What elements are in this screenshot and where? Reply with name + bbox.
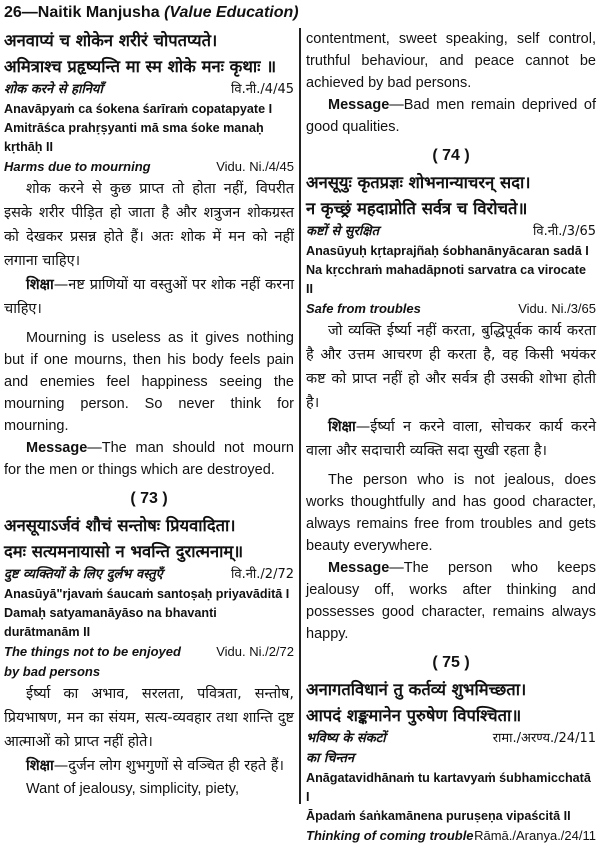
verse-number: ( 75 ) (432, 654, 470, 671)
reference-hindi: रामा./अरण्य./24/11 (492, 731, 596, 746)
left-column (4, 28, 294, 802)
column-divider (299, 28, 301, 804)
reference-english: Vidu. Ni./3/65 (518, 301, 596, 316)
hindi-meaning: ईर्ष्या का अभाव, सरलता, पवित्रता, सन्तोष, प्रियभाषण, मन का संयम, सत्य-व्यवहार तथा शान्ति दुष्ट आत्माओं को प्राप्त नहीं होते। (4, 686, 294, 750)
verse-number: ( 74 ) (432, 147, 470, 164)
verse-line: अमित्राश्च प्रहृष्यन्ति मा स्म शोके मनः कृथाः ॥ (4, 57, 277, 76)
heading-hindi: शोक करने से हानियाँ वि.नी./4/45 (4, 80, 294, 100)
reference-hindi: वि.नी./3/65 (532, 224, 596, 239)
english-meaning: Want of jealousy, simplicity, piety, (26, 781, 240, 797)
transliteration: Anavāpyaṁ ca śokena śarīraṁ copatapyate I Amitrāśca prahṛṣyanti mā sma śoke manaḥ kṛthāḥ II (4, 102, 273, 154)
reference-english: Rāmā./Aranya./24/11 (474, 828, 596, 843)
book-title: —Naitik Manjusha (21, 4, 160, 21)
message: Message—Bad men remain deprived of good qualities. (306, 97, 596, 135)
hindi-meaning: जो व्यक्ति ईर्ष्या नहीं करता, बुद्धिपूर्वक कार्य करता है और उत्तम आचरण ही करता है, वह किसी भयंकर कष्ट को प्राप्त नहीं हो और सर्वत्र ही उसकी शोभा होती है। (306, 323, 596, 411)
shiksha-lesson: शिक्षा—ईर्ष्या न करने वाला, सोचकर कार्य करने वाला और सदाचारी व्यक्ति सदा सुखी रहता है। (306, 419, 596, 459)
transliteration: Anāgatavidhānaṁ tu kartavyaṁ śubhamicchatā I Āpadaṁ śaṅkamānena puruṣeṇa vipaścitā II (306, 771, 591, 823)
verse-line: अनसूयुः कृतप्रज्ञः शोभनान्याचरन् सदा। (306, 173, 531, 192)
verse-line: अनसूयाऽर्जवं शौचं सन्तोषः प्रियवादिता। (4, 516, 236, 535)
message: Message—The man should not mourn for the men or things which are destroyed. (4, 440, 294, 478)
shiksha-lesson: शिक्षा—नष्ट प्राणियों या वस्तुओं पर शोक नहीं करना चाहिए। (4, 277, 294, 317)
verse-line: दमः सत्यमनायासो न भवन्ति दुरात्मनाम्॥ (4, 542, 244, 561)
verse-line: आपदं शङ्कमानेन पुरुषेण विपश्चिता॥ (306, 706, 522, 725)
message: Message—The person who keeps jealousy off, works after thinking and possesses good character, remains always happy. (306, 560, 596, 642)
verse-line: अनागतविधानं तु कर्तव्यं शुभमिच्छता। (306, 680, 527, 699)
english-meaning: The person who is not jealous, does works thoughtfully and has good character, always remains free from troubles and gets beauty everywhere. (306, 472, 596, 554)
heading-english: Harms due to mourning Vidu. Ni./4/45 (4, 157, 294, 177)
reference-english: Vidu. Ni./4/45 (216, 159, 294, 174)
verse-number: ( 73 ) (130, 490, 168, 507)
english-meaning: Mourning is useless as it gives nothing but if one mourns, then his body feels pain and enemies feel happiness seeing the mourning person. So never think for mourning. (4, 330, 294, 434)
book-subtitle: (Value Education) (164, 4, 299, 21)
heading-hindi: भविष्य के संकटों रामा./अरण्य./24/11 (306, 729, 596, 749)
heading-english: The things not to be enjoyed Vidu. Ni./2/72 (4, 642, 294, 662)
verse-72 (4, 28, 294, 80)
reference-hindi: वि.नी./2/72 (230, 567, 294, 582)
shiksha-lesson: शिक्षा—दुर्जन लोग शुभगुणों से वञ्चित ही रहते हैं। (26, 758, 284, 774)
heading-english: Thinking of coming trouble Rāmā./Aranya./24/11 (306, 826, 596, 846)
heading-english-cont: by bad persons (4, 664, 101, 679)
heading-hindi-cont: का चिन्तन (306, 751, 355, 766)
verse-74 (306, 170, 596, 222)
reference-english: Vidu. Ni./2/72 (216, 644, 294, 659)
heading-hindi: कष्टों से सुरक्षित वि.नी./3/65 (306, 222, 596, 242)
english-meaning-cont: contentment, sweet speaking, self control, truthful behaviour, and peace cannot be achieved by bad persons. (306, 31, 596, 91)
transliteration: Anasūyuḥ kṛtaprajñaḥ śobhanānyācaran sadā I Na kṛcchraṁ mahadāpnoti sarvatra ca virocate II (306, 244, 589, 296)
verse-line: न कृच्छ्रं महदाप्नोति सर्वत्र च विरोचते॥ (306, 199, 528, 218)
hindi-meaning: शोक करने से कुछ प्राप्त तो होता नहीं, विपरीत इसके शरीर पीड़ित हो जाता है और शत्रुजन शोकग्रस्त को देखकर प्रसन्न होते हैं। अतः शोक में मन को नहीं लगाना चाहिए। (4, 181, 294, 269)
verse-75 (306, 677, 596, 729)
page-number: 26 (4, 4, 22, 21)
verse-line: अनवाप्यं च शोकेन शरीरं चोपतप्यते। (4, 31, 218, 50)
heading-hindi: दुष्ट व्यक्तियों के लिए दुर्लभ वस्तुएँ वि.नी./2/72 (4, 565, 294, 585)
transliteration: Anasūyā"rjavaṁ śaucaṁ santoṣaḥ priyavāditā I Damaḥ satyamanāyāso na bhavanti durātmanām II (4, 587, 290, 639)
verse-73 (4, 513, 294, 565)
heading-english: Safe from troubles Vidu. Ni./3/65 (306, 299, 596, 319)
right-column (306, 28, 596, 843)
reference-hindi: वि.नी./4/45 (230, 82, 294, 97)
page-header (4, 2, 596, 24)
